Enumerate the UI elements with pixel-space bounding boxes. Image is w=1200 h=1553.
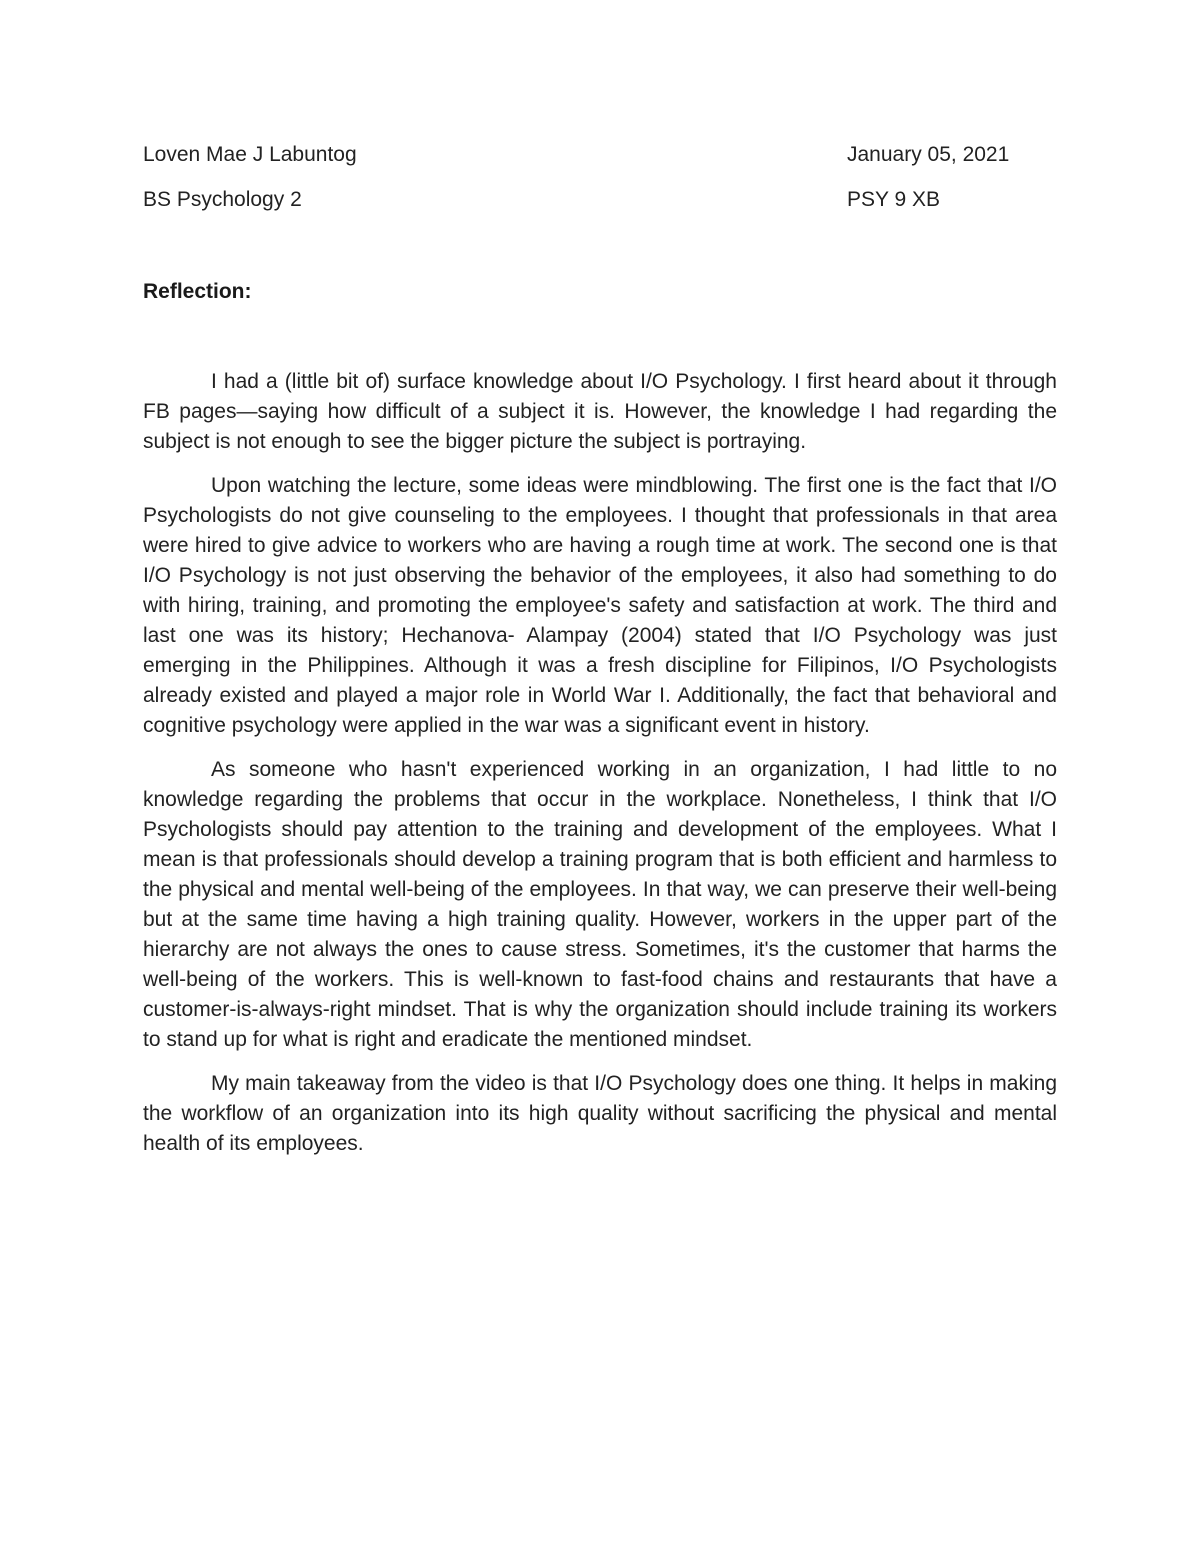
section-heading: Reflection: (143, 280, 252, 303)
author-name: Loven Mae J Labuntog (143, 143, 357, 166)
paragraph-1: I had a (little bit of) surface knowledge about I/O Psychology. I first heard about it through FB pages—saying how difficult of a subject it is. However, the knowledge I had regarding the subject is not enough to see the bigger picture the subject is portraying. (143, 370, 1057, 453)
document-date: January 05, 2021 (847, 143, 1010, 166)
paragraph-2: Upon watching the lecture, some ideas were mindblowing. The first one is the fact that I/O Psychologists do not give counseling to the employees. I thought that professionals in that area were hired to give advice to workers who are having a rough time at work. The second one is that I/O Psychology is not just observing the behavior of the employees, it also had something to do with hiring, training, and promoting the employee's safety and satisfaction at work. The third and last one was its history; Hechanova- Alampay (2004) stated that I/O Psychology was just emerging in the Philippines. Although it was a fresh discipline for Filipinos, I/O Psychologists already existed and played a major role in World War I. Additionally, the fact that behavioral and cognitive psychology were applied in the war was a significant event in history. (143, 474, 1057, 737)
course-code: PSY 9 XB (847, 188, 941, 211)
paragraph-3: As someone who hasn't experienced working in an organization, I had little to no knowledge regarding the problems that occur in the workplace. Nonetheless, I think that I/O Psychologists should pay attention to the training and development of the employees. What I mean is that professionals should develop a training program that is both efficient and harmless to the physical and mental well-being of the employees. In that way, we can preserve their well-being but at the same time having a high training quality. However, workers in the upper part of the hierarchy are not always the ones to cause stress. Sometimes, it's the customer that harms the well-being of the workers. This is well-known to fast-food chains and restaurants that have a customer-is-always-right mindset. That is why the organization should include training its workers to stand up for what is right and eradicate the mentioned mindset. (143, 758, 1057, 1051)
document-body (143, 367, 1057, 1173)
student-program: BS Psychology 2 (143, 188, 302, 211)
paragraph-4: My main takeaway from the video is that I/O Psychology does one thing. It helps in making the workflow of an organization into its high quality without sacrificing the physical and mental health of its employees. (143, 1072, 1057, 1155)
